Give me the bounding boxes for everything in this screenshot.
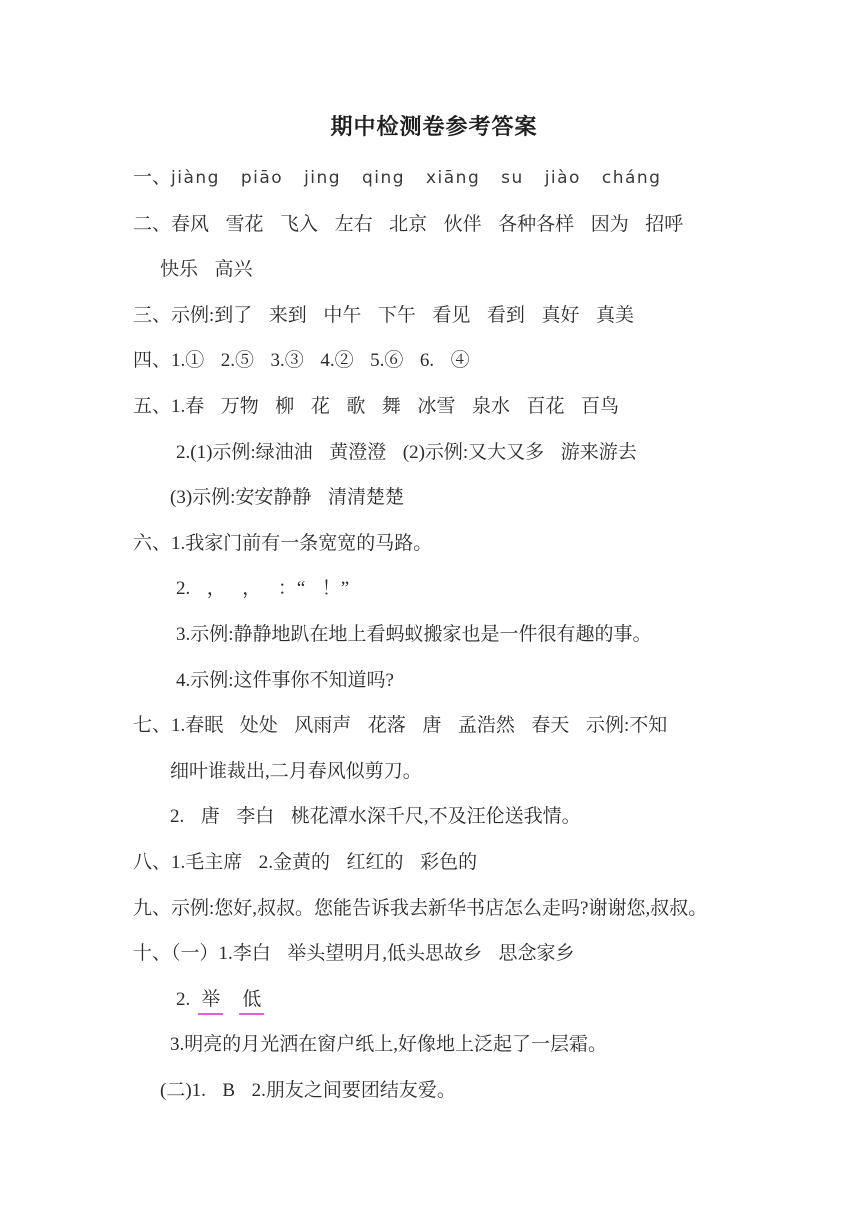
section2-word-answers: 二、春风 雪花 飞入 左右 北京 伙伴 各种各样 因为 招呼 bbox=[133, 213, 684, 235]
section7-item2-answers: 2. 唐 李白 桃花潭水深千尺,不及汪伦送我情。 bbox=[170, 806, 581, 828]
section7-item1-continued: 细叶谁裁出,二月春风似剪刀。 bbox=[170, 760, 422, 782]
section10-item2-number: 2. bbox=[176, 988, 191, 1010]
section1-pinyin-answers bbox=[133, 155, 808, 202]
section6-item2-punctuation-answer: 2. ， ， ：“ ！” bbox=[176, 578, 350, 600]
page-title: 期中检测卷参考答案 bbox=[330, 114, 538, 139]
section10-item2-underlined-word-2: 低 bbox=[239, 988, 264, 1015]
section10-part2-answers: (二)1. B 2.朋友之间要团结友爱。 bbox=[160, 1079, 456, 1101]
section10-part1-item2-answers bbox=[133, 977, 808, 1023]
section1-pinyin-text: jiàng piāo jing qing xiāng su jiào cháng bbox=[171, 168, 662, 188]
section5-item2-answers: 2.(1)示例:绿油油 黄澄澄 (2)示例:又大又多 游来游去 bbox=[176, 441, 637, 463]
section4-matching-answers: 四、1.① 2.⑤ 3.③ 4.② 5.⑥ 6. ④ bbox=[133, 350, 470, 372]
section1-marker: 一、 bbox=[133, 167, 172, 188]
section7-item1-answers: 七、1.春眠 处处 风雨声 花落 唐 孟浩然 春天 示例:不知 bbox=[133, 715, 668, 737]
section5-item3-answers: (3)示例:安安静静 清清楚楚 bbox=[170, 487, 404, 509]
section3-example-answers: 三、示例:到了 来到 中午 下午 看见 看到 真好 真美 bbox=[133, 304, 634, 326]
section10-part1-item1-answers: 十、（一）1.李白 举头望明月,低头思故乡 思念家乡 bbox=[133, 943, 575, 965]
section9-dialogue-answer: 九、示例:您好,叔叔。您能告诉我去新华书店怎么走吗?谢谢您,叔叔。 bbox=[133, 897, 708, 919]
section2-word-answers-continued: 快乐 高兴 bbox=[160, 259, 253, 281]
answers-list bbox=[0, 155, 868, 1113]
section8-answers: 八、1.毛主席 2.金黄的 红红的 彩色的 bbox=[133, 851, 478, 873]
section5-item1-answers: 五、1.春 万物 柳 花 歌 舞 冰雪 泉水 百花 百鸟 bbox=[133, 395, 620, 417]
section6-item3-answer: 3.示例:静静地趴在地上看蚂蚁搬家也是一件很有趣的事。 bbox=[176, 623, 652, 645]
section6-item4-answer: 4.示例:这件事你不知道吗? bbox=[176, 669, 394, 691]
section6-item1-answer: 六、1.我家门前有一条宽宽的马路。 bbox=[133, 532, 433, 554]
section10-item2-underlined-word-1: 举 bbox=[198, 988, 223, 1015]
section10-part1-item3-answer: 3.明亮的月光洒在窗户纸上,好像地上泛起了一层霜。 bbox=[170, 1034, 608, 1056]
